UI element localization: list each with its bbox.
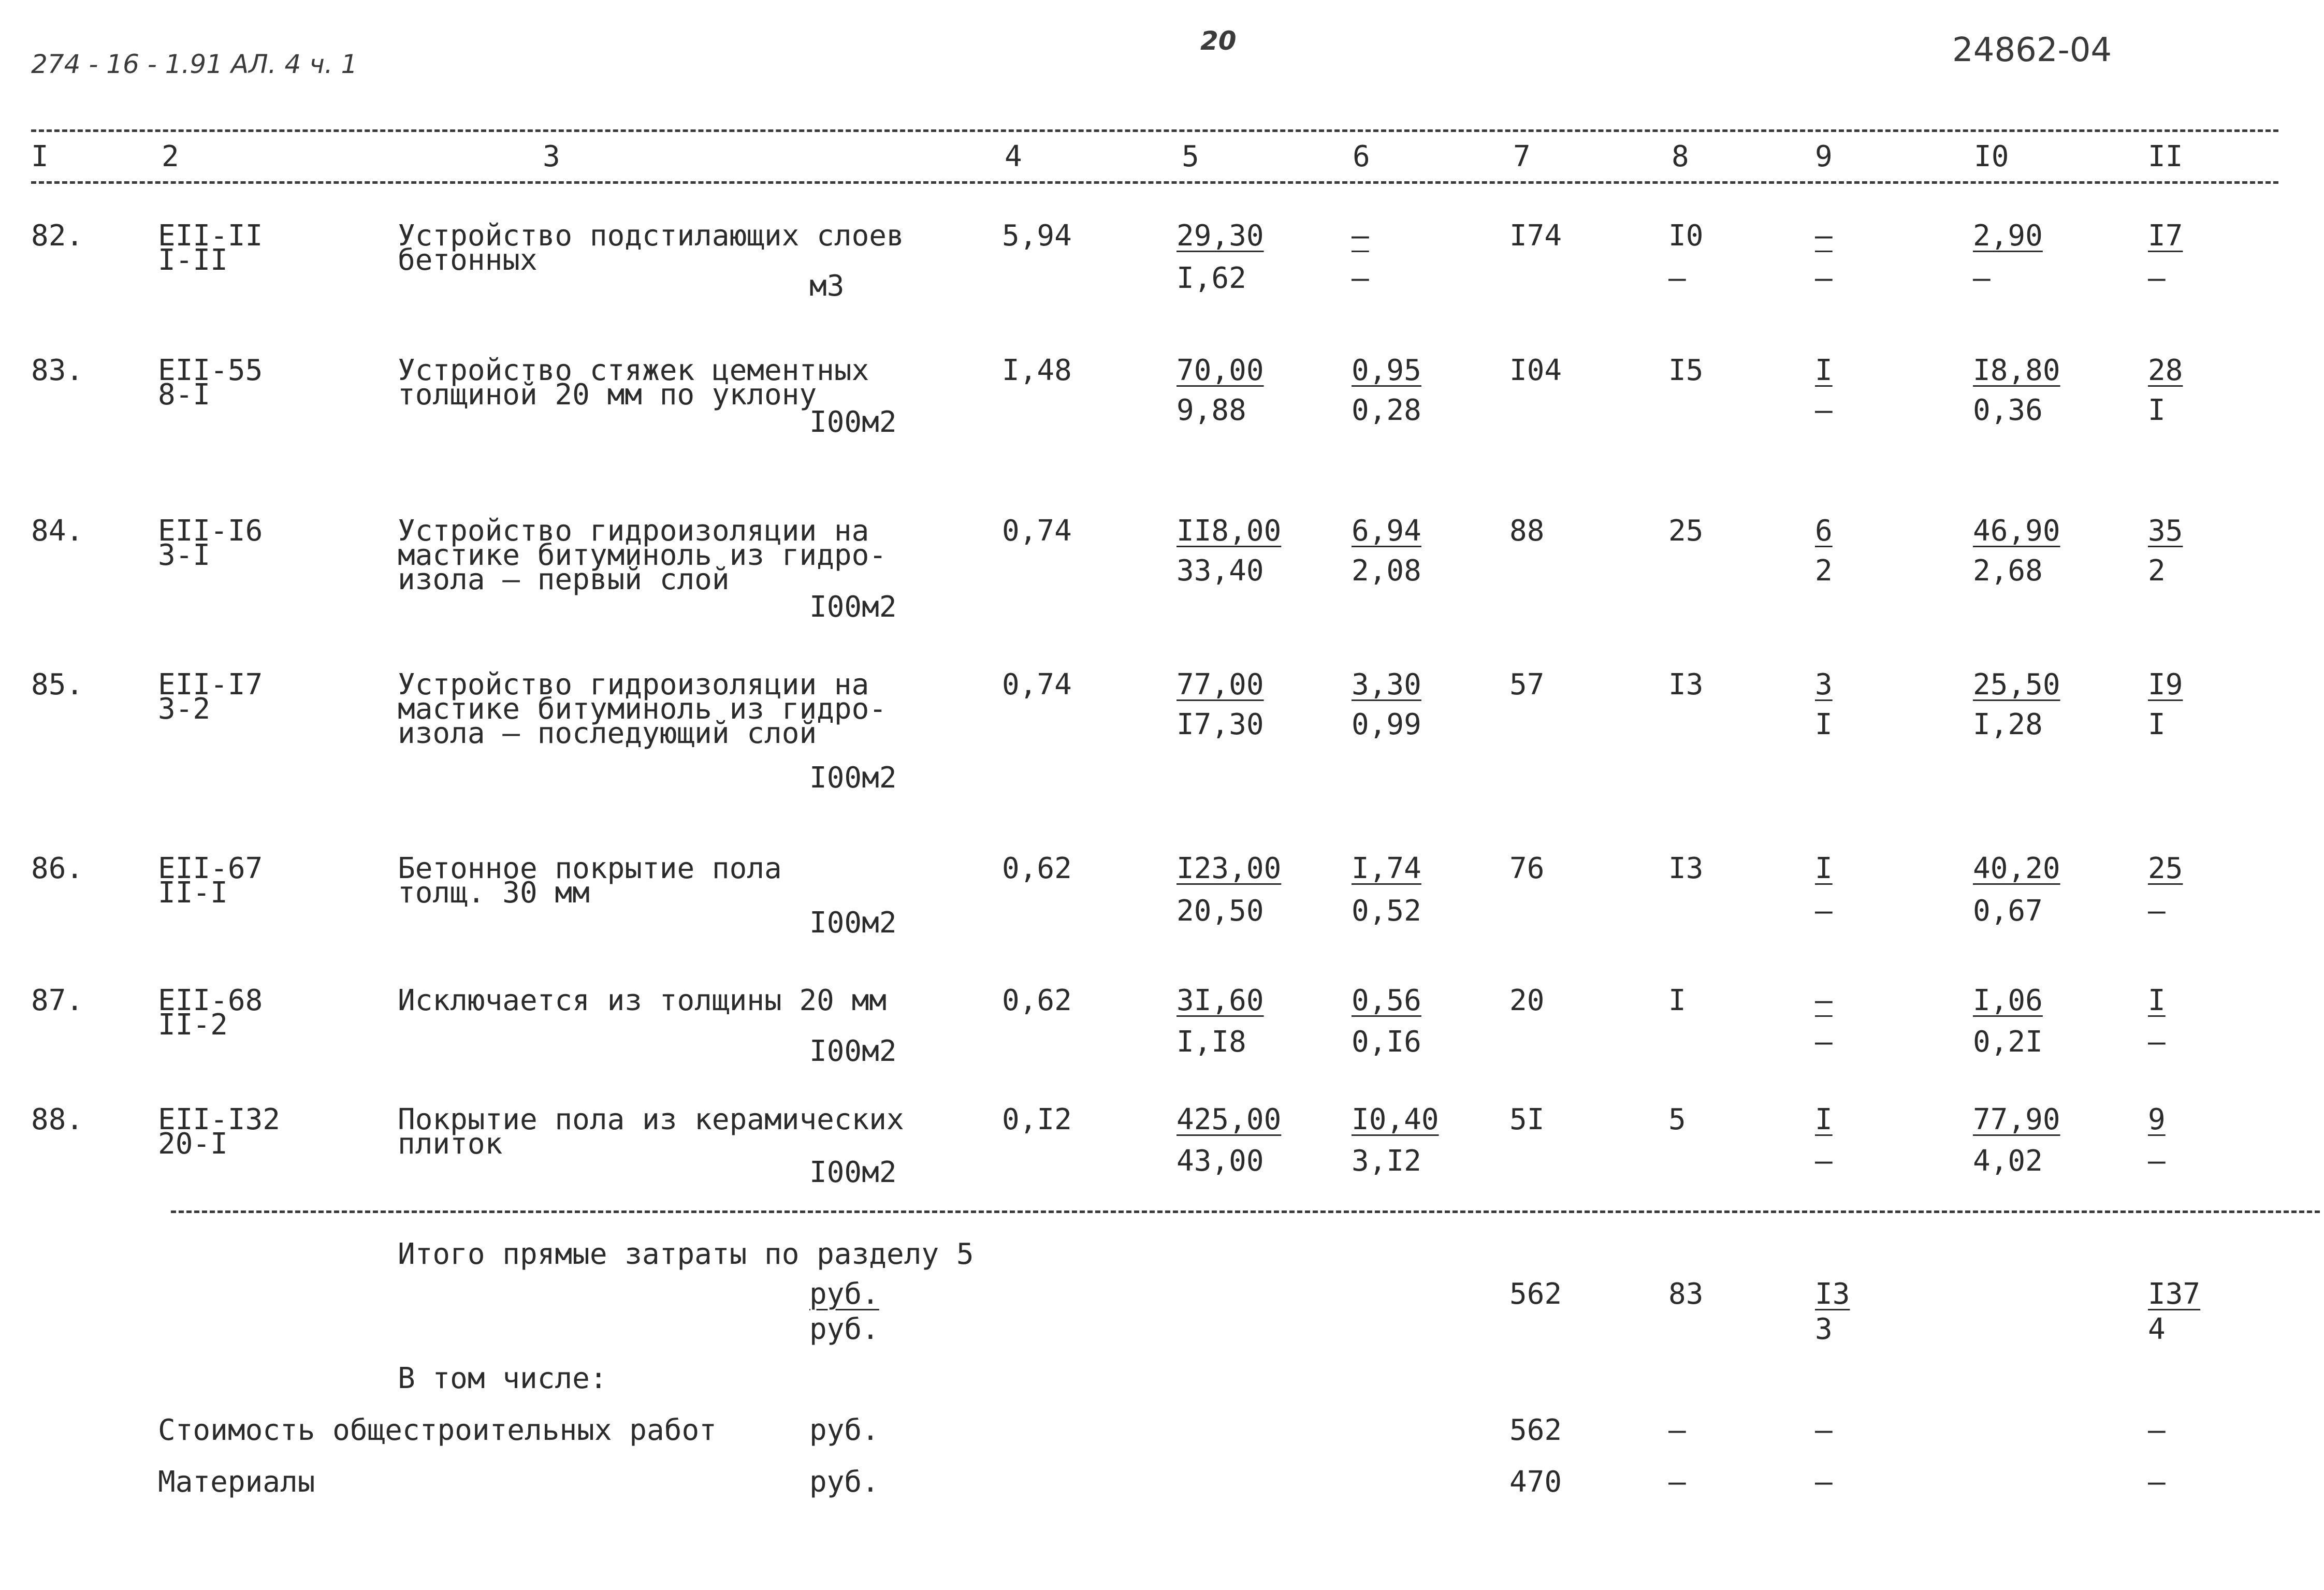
breakdown-total: 562 [1509, 1413, 1562, 1447]
unit-price-wages: 9,88 [1176, 393, 1246, 427]
labor-unit: I,06 [1973, 984, 2043, 1017]
total-cost: 88 [1509, 514, 1545, 548]
machine-total-sub: – [1815, 1144, 1833, 1178]
labor-total-sub: – [2148, 894, 2166, 928]
norm-code: ЕII-II [158, 219, 263, 253]
machine-wages: 3,I2 [1352, 1144, 1421, 1178]
norm-code: ЕII-I32 [158, 1103, 281, 1136]
machine-wages: 0,28 [1352, 393, 1421, 427]
breakdown-wages: – [1668, 1413, 1686, 1447]
unit-price: 77,00 [1176, 668, 1264, 702]
norm-code-sub: II-I [158, 876, 228, 910]
description-line: толщ. 30 мм [398, 876, 590, 910]
machine-total-sub: 2 [1815, 554, 1833, 588]
column-header-1: I [31, 140, 49, 173]
unit-price-wages: 33,40 [1176, 554, 1264, 588]
machine-total-sub: – [1815, 393, 1833, 427]
description-line: изола – первый слой [398, 563, 730, 596]
total-cost: 57 [1509, 668, 1545, 702]
unit-price: I23,00 [1176, 852, 1282, 885]
row-number: 82. [31, 219, 84, 253]
totals-machine-sub: 3 [1815, 1312, 1833, 1346]
quantity: 5,94 [1002, 219, 1072, 253]
column-header-3: 3 [543, 140, 560, 173]
description-line: Устройство подстилающих слоев [398, 219, 904, 253]
totals-labor-sub: 4 [2148, 1312, 2166, 1346]
labor-unit: 40,20 [1973, 852, 2060, 885]
breakdown-labor: – [2148, 1465, 2166, 1499]
description-line: толщиной 20 мм по уклону [398, 378, 817, 412]
column-header-5: 5 [1182, 140, 1199, 173]
labor-total-sub: – [2148, 1144, 2166, 1178]
quantity: 0,74 [1002, 668, 1072, 702]
unit-price-wages: I7,30 [1176, 708, 1264, 741]
breakdown-total: 470 [1509, 1465, 1562, 1499]
breakdown-label: Стоимость общестроительных работ [158, 1413, 717, 1447]
wages-total: 5 [1668, 1103, 1686, 1136]
total-cost: 76 [1509, 852, 1545, 885]
norm-code-sub: I-II [158, 243, 228, 277]
row-number: 84. [31, 514, 84, 548]
labor-unit: 46,90 [1973, 514, 2060, 548]
unit-price: 425,00 [1176, 1103, 1282, 1136]
machine-cost: 6,94 [1352, 514, 1421, 548]
machine-wages: 0,I6 [1352, 1025, 1421, 1059]
column-header-9: 9 [1815, 140, 1833, 173]
norm-code: ЕII-I6 [158, 514, 263, 548]
norm-code-sub: 20-I [158, 1127, 228, 1161]
labor-total: 28 [2148, 354, 2183, 387]
machine-cost: – [1352, 219, 1369, 253]
total-cost: I74 [1509, 219, 1562, 253]
machine-wages: 2,08 [1352, 554, 1421, 588]
machine-total: 6 [1815, 514, 1833, 548]
column-header-4: 4 [1005, 140, 1022, 173]
norm-code-sub: 3-I [158, 538, 211, 572]
row-number: 88. [31, 1103, 84, 1136]
quantity: I,48 [1002, 354, 1072, 387]
quantity: 0,62 [1002, 984, 1072, 1017]
unit: I00м2 [809, 405, 897, 439]
column-header-2: 2 [162, 140, 179, 173]
totals-machine: I3 [1815, 1277, 1850, 1311]
description-line: плиток [398, 1127, 503, 1161]
description-line: мастике битуминоль из гидро- [398, 692, 887, 726]
header-bottom-rule [31, 181, 2278, 184]
breakdown-unit: руб. [809, 1465, 879, 1499]
breakdown-label: Материалы [158, 1465, 315, 1499]
reference-annotation: 274 - 16 - 1.91 АЛ. 4 ч. 1 [31, 49, 358, 79]
breakdown-machine: – [1815, 1465, 1833, 1499]
totals-unit-sub: руб. [809, 1312, 879, 1346]
labor-unit-sub: 4,02 [1973, 1144, 2043, 1178]
column-header-6: 6 [1353, 140, 1370, 173]
description-line: изола – последующий слой [398, 717, 817, 750]
wages-total-sub: – [1668, 261, 1686, 295]
description-line: бетонных [398, 243, 538, 277]
quantity: 0,I2 [1002, 1103, 1072, 1136]
column-header-7: 7 [1513, 140, 1531, 173]
row-number: 87. [31, 984, 84, 1017]
unit: I00м2 [809, 906, 897, 940]
labor-total: 35 [2148, 514, 2183, 548]
labor-total: 9 [2148, 1103, 2166, 1136]
total-cost: 5I [1509, 1103, 1545, 1136]
labor-total: I7 [2148, 219, 2183, 253]
wages-total: I5 [1668, 354, 1704, 387]
machine-cost: I,74 [1352, 852, 1421, 885]
machine-cost: 0,95 [1352, 354, 1421, 387]
wages-total: 25 [1668, 514, 1704, 548]
norm-code: ЕII-68 [158, 984, 263, 1017]
machine-total-sub: – [1815, 894, 1833, 928]
machine-cost: 0,56 [1352, 984, 1421, 1017]
unit-price-wages: I,I8 [1176, 1025, 1246, 1059]
row-number: 86. [31, 852, 84, 885]
machine-wages: – [1352, 261, 1369, 295]
machine-cost: I0,40 [1352, 1103, 1439, 1136]
totals-total-cost: 562 [1509, 1277, 1562, 1311]
wages-total: I3 [1668, 668, 1704, 702]
machine-wages: 0,52 [1352, 894, 1421, 928]
column-header-8: 8 [1672, 140, 1689, 173]
machine-cost: 3,30 [1352, 668, 1421, 702]
unit: I00м2 [809, 1156, 897, 1189]
wages-total: I3 [1668, 852, 1704, 885]
labor-total-sub: – [2148, 261, 2166, 295]
labor-unit-sub: 0,67 [1973, 894, 2043, 928]
labor-total: I [2148, 984, 2166, 1017]
page-number: 20 [1200, 26, 1237, 56]
wages-total: I [1668, 984, 1686, 1017]
machine-total: – [1815, 984, 1833, 1017]
document-number: 24862-04 [1952, 31, 2112, 69]
total-cost: I04 [1509, 354, 1562, 387]
labor-unit: 77,90 [1973, 1103, 2060, 1136]
unit-price: 3I,60 [1176, 984, 1264, 1017]
labor-unit-sub: 2,68 [1973, 554, 2043, 588]
labor-total-sub: I [2148, 708, 2166, 741]
unit-price: 29,30 [1176, 219, 1264, 253]
labor-total: I9 [2148, 668, 2183, 702]
totals-label: Итого прямые затраты по разделу 5 [398, 1237, 974, 1271]
machine-total-sub: I [1815, 708, 1833, 741]
description-line: Исключается из толщины 20 мм [398, 984, 887, 1017]
machine-total: I [1815, 852, 1833, 885]
description-line: мастике битуминоль из гидро- [398, 538, 887, 572]
labor-total-sub: 2 [2148, 554, 2166, 588]
labor-unit: 25,50 [1973, 668, 2060, 702]
totals-unit: руб. [809, 1277, 879, 1311]
norm-code-sub: 3-2 [158, 692, 211, 726]
breakdown-unit: руб. [809, 1413, 879, 1447]
labor-unit: I8,80 [1973, 354, 2060, 387]
wages-total: I0 [1668, 219, 1704, 253]
norm-code-sub: II-2 [158, 1008, 228, 1042]
quantity: 0,74 [1002, 514, 1072, 548]
machine-total-sub: – [1815, 1025, 1833, 1059]
description-line: Бетонное покрытие пола [398, 852, 782, 885]
norm-code: ЕII-55 [158, 354, 263, 387]
column-header-11: II [2148, 140, 2183, 173]
header-top-rule [31, 129, 2278, 132]
machine-total: I [1815, 1103, 1833, 1136]
unit: I00м2 [809, 761, 897, 795]
totals-labor: I37 [2148, 1277, 2201, 1311]
machine-total: 3 [1815, 668, 1833, 702]
machine-total-sub: – [1815, 261, 1833, 295]
labor-total: 25 [2148, 852, 2183, 885]
unit-price-wages: 20,50 [1176, 894, 1264, 928]
norm-code: ЕII-I7 [158, 668, 263, 702]
breakdown-labor: – [2148, 1413, 2166, 1447]
row-number: 85. [31, 668, 84, 702]
norm-code-sub: 8-I [158, 378, 211, 412]
labor-unit-sub: 0,36 [1973, 393, 2043, 427]
total-cost: 20 [1509, 984, 1545, 1017]
unit-price: 70,00 [1176, 354, 1264, 387]
description-line: Устройство стяжек цементных [398, 354, 869, 387]
breakdown-machine: – [1815, 1413, 1833, 1447]
machine-total: – [1815, 219, 1833, 253]
breakdown-wages: – [1668, 1465, 1686, 1499]
unit: м3 [809, 269, 845, 303]
totals-wages: 83 [1668, 1277, 1704, 1311]
unit: I00м2 [809, 590, 897, 624]
row-number: 83. [31, 354, 84, 387]
description-line: Покрытие пола из керамических [398, 1103, 904, 1136]
column-header-10: I0 [1974, 140, 2009, 173]
labor-unit: 2,90 [1973, 219, 2043, 253]
description-line: Устройство гидроизоляции на [398, 514, 869, 548]
labor-unit-sub: I,28 [1973, 708, 2043, 741]
labor-total-sub: – [2148, 1025, 2166, 1059]
unit-price-wages: 43,00 [1176, 1144, 1264, 1178]
unit-price-wages: I,62 [1176, 261, 1246, 295]
including-label: В том числе: [398, 1362, 607, 1395]
labor-total-sub: I [2148, 393, 2166, 427]
totals-rule [171, 1210, 2320, 1213]
description-line: Устройство гидроизоляции на [398, 668, 869, 702]
labor-unit-sub: 0,2I [1973, 1025, 2043, 1059]
unit-price: II8,00 [1176, 514, 1282, 548]
quantity: 0,62 [1002, 852, 1072, 885]
machine-total: I [1815, 354, 1833, 387]
unit: I00м2 [809, 1034, 897, 1068]
norm-code: ЕII-67 [158, 852, 263, 885]
machine-wages: 0,99 [1352, 708, 1421, 741]
labor-unit-sub: – [1973, 261, 1991, 295]
